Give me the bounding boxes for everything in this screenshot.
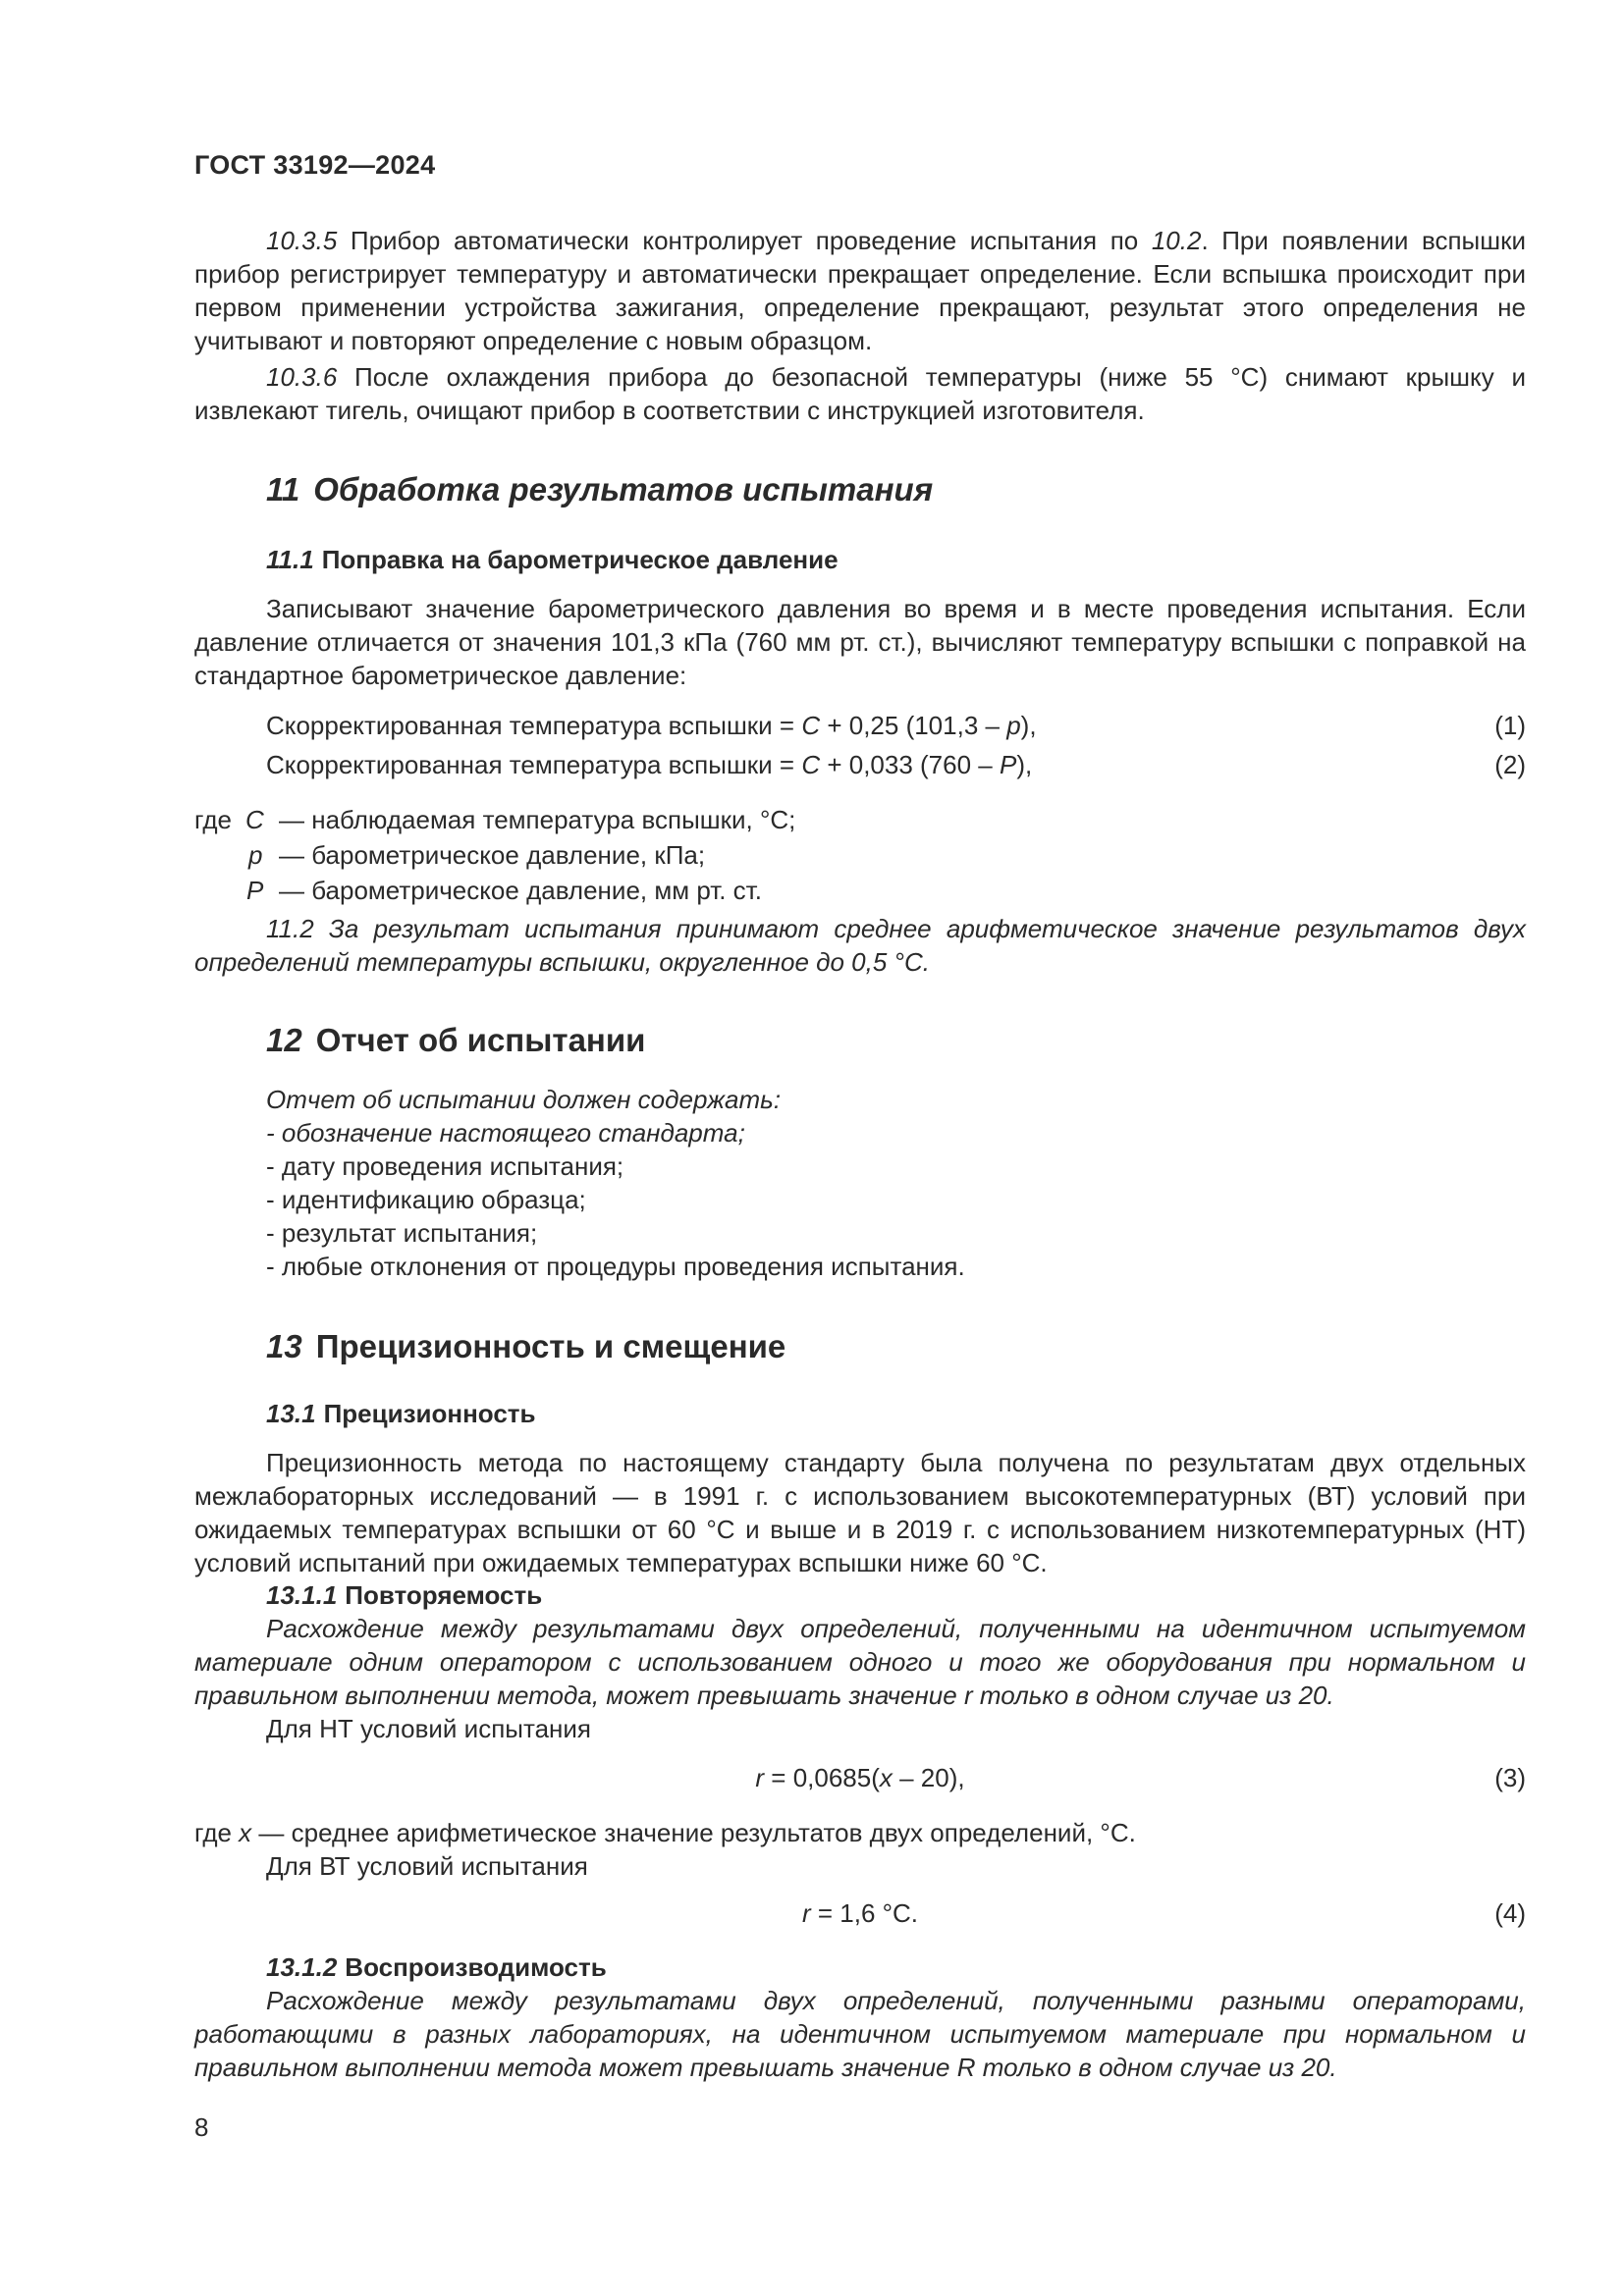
list-item: - дату проведения испытания; bbox=[266, 1151, 624, 1181]
paragraph-13-1: Прецизионность метода по настоящему стандарту была получена по результатам двух отдельных межлабораторных исследований — в 1991 г. с использованием высокотемпературных (ВТ) условий при ожидаемых температурах вспышки от 60 °С и выше и в 2019 г. с использованием низкотемпературных (НТ) условий испытаний при ожидаемых температурах вспышки ниже 60 °С. bbox=[194, 1448, 1526, 1577]
formula-4 bbox=[194, 1896, 1526, 1930]
paragraph-text: После охлаждения прибора до безопасной температуры (ниже 55 °С) снимают крышку и извлекают тигель, очищают прибор в соответствии с инструкцией изготовителя. bbox=[194, 362, 1526, 425]
formula-text: ), bbox=[1020, 711, 1037, 740]
paragraph-10-3-5 bbox=[194, 224, 1526, 357]
paragraph-text: Прибор автоматически контролирует проведение испытания по bbox=[337, 226, 1152, 255]
formula-variable: r bbox=[755, 1763, 765, 1792]
where-symbol: p bbox=[248, 840, 263, 870]
report-intro: Отчет об испытании должен содержать: bbox=[266, 1085, 782, 1114]
subsection-heading-13-1-2 bbox=[266, 1950, 607, 1984]
formula-text: ), bbox=[1016, 750, 1033, 779]
clause-reference: 10.2 bbox=[1151, 226, 1202, 255]
subsection-heading-13-1 bbox=[266, 1397, 536, 1430]
where-symbol: x bbox=[239, 1818, 252, 1847]
subsection-title: Воспроизводимость bbox=[345, 1952, 607, 1982]
section-title: Обработка результатов испытания bbox=[313, 471, 934, 507]
section-number: 11 bbox=[266, 471, 300, 507]
formula-variable: r bbox=[801, 1898, 811, 1928]
equation-number: (1) bbox=[1494, 711, 1526, 740]
list-item: - результат испытания; bbox=[266, 1218, 538, 1248]
formula-variable: C bbox=[801, 711, 821, 740]
section-heading-12 bbox=[266, 1021, 645, 1060]
section-title: Отчет об испытании bbox=[315, 1022, 646, 1058]
subsection-number: 13.1.1 bbox=[266, 1580, 338, 1610]
equation-number: (4) bbox=[1494, 1898, 1526, 1928]
paragraph-11-2: 11.2 За результат испытания принимают среднее арифметическое значение результатов двух определений температуры вспышки, округленное до 0,5 °С. bbox=[194, 914, 1526, 977]
formula-text: = 1,6 °С. bbox=[810, 1898, 919, 1928]
formula-text: Скорректированная температура вспышки = bbox=[266, 711, 802, 740]
where-symbol: C bbox=[245, 805, 264, 834]
subsection-heading-13-1-1 bbox=[266, 1578, 542, 1612]
formula-text: + 0,25 (101,3 – bbox=[820, 711, 1007, 740]
formula-1 bbox=[266, 709, 1526, 742]
section-number: 13 bbox=[266, 1328, 302, 1364]
where-text: — среднее арифметическое значение результатов двух определений, °С. bbox=[251, 1818, 1136, 1847]
section-number: 12 bbox=[266, 1022, 302, 1058]
equation-number: (2) bbox=[1494, 750, 1526, 779]
document-header: ГОСТ 33192—2024 bbox=[194, 150, 436, 180]
paragraph-13-1-1: Расхождение между результатами двух определений, полученными на идентичном испытуемом материале одним оператором с использованием одного и того же оборудования при нормальном и правильном выполнении метода, может превышать значение r только в одном случае из 20. bbox=[194, 1614, 1526, 1710]
where-text: — барометрическое давление, мм рт. ст. bbox=[279, 876, 762, 905]
section-heading-13 bbox=[266, 1327, 785, 1366]
nt-conditions-label: Для НТ условий испытания bbox=[266, 1714, 592, 1743]
subsection-title: Прецизионность bbox=[323, 1399, 536, 1428]
formula-text: + 0,033 (760 – bbox=[820, 750, 1000, 779]
section-heading-11 bbox=[266, 470, 933, 509]
list-item: - идентификацию образца; bbox=[266, 1185, 586, 1214]
formula-text: = 0,0685( bbox=[764, 1763, 880, 1792]
paragraph-10-3-6 bbox=[194, 360, 1526, 427]
subsection-heading-11-1 bbox=[266, 543, 839, 576]
paragraph-13-1-2: Расхождение между результатами двух определений, полученными разными операторами, работающими в разных лабораториях, на идентичном испытуемом материале при нормальном и правильном выполнении метода может превышать значение R только в одном случае из 20. bbox=[194, 1986, 1526, 2082]
formula-text: Скорректированная температура вспышки = bbox=[266, 750, 802, 779]
where-x-definition bbox=[194, 1816, 1136, 1849]
where-text: — барометрическое давление, кПа; bbox=[279, 840, 706, 870]
subsection-number: 13.1 bbox=[266, 1399, 316, 1428]
vt-conditions-label: Для ВТ условий испытания bbox=[266, 1851, 588, 1881]
formula-variable: P bbox=[999, 750, 1017, 779]
formula-variable: x bbox=[879, 1763, 893, 1792]
section-title: Прецизионность и смещение bbox=[315, 1328, 786, 1364]
clause-number: 10.3.6 bbox=[266, 362, 338, 392]
where-symbol: P bbox=[246, 876, 264, 905]
page-number: 8 bbox=[194, 2112, 209, 2142]
formula-3 bbox=[194, 1761, 1526, 1794]
formula-variable: p bbox=[1006, 711, 1021, 740]
where-lead: где bbox=[194, 805, 232, 834]
paragraph-11-1: Записывают значение барометрического давления во время и в месте проведения испытания. Если давление отличается от значения 101,3 кПа (760 мм рт. ст.), вычисляют температуру вспышки с поправкой на стандартное барометрическое давление: bbox=[194, 594, 1526, 690]
subsection-number: 13.1.2 bbox=[266, 1952, 338, 1982]
subsection-title: Повторяемость bbox=[345, 1580, 543, 1610]
formula-2 bbox=[266, 748, 1526, 781]
formula-text: – 20), bbox=[892, 1763, 965, 1792]
list-item: - обозначение настоящего стандарта; bbox=[266, 1118, 745, 1148]
subsection-title: Поправка на барометрическое давление bbox=[321, 545, 839, 574]
equation-number: (3) bbox=[1494, 1763, 1526, 1792]
paragraph-text: . При появлении вспышки прибор регистрирует температуру и автоматически прекращает определение. Если вспышка происходит при первом применении устройства зажигания, определение прекращают, результат этого определения не учитывают и повторяют определение с новым образцом. bbox=[194, 226, 1526, 355]
subsection-number: 11.1 bbox=[266, 545, 314, 574]
formula-variable: C bbox=[801, 750, 821, 779]
list-item: - любые отклонения от процедуры проведения испытания. bbox=[266, 1252, 965, 1281]
clause-number: 10.3.5 bbox=[266, 226, 338, 255]
where-text: — наблюдаемая температура вспышки, °С; bbox=[279, 805, 796, 834]
where-lead: где bbox=[194, 1818, 240, 1847]
